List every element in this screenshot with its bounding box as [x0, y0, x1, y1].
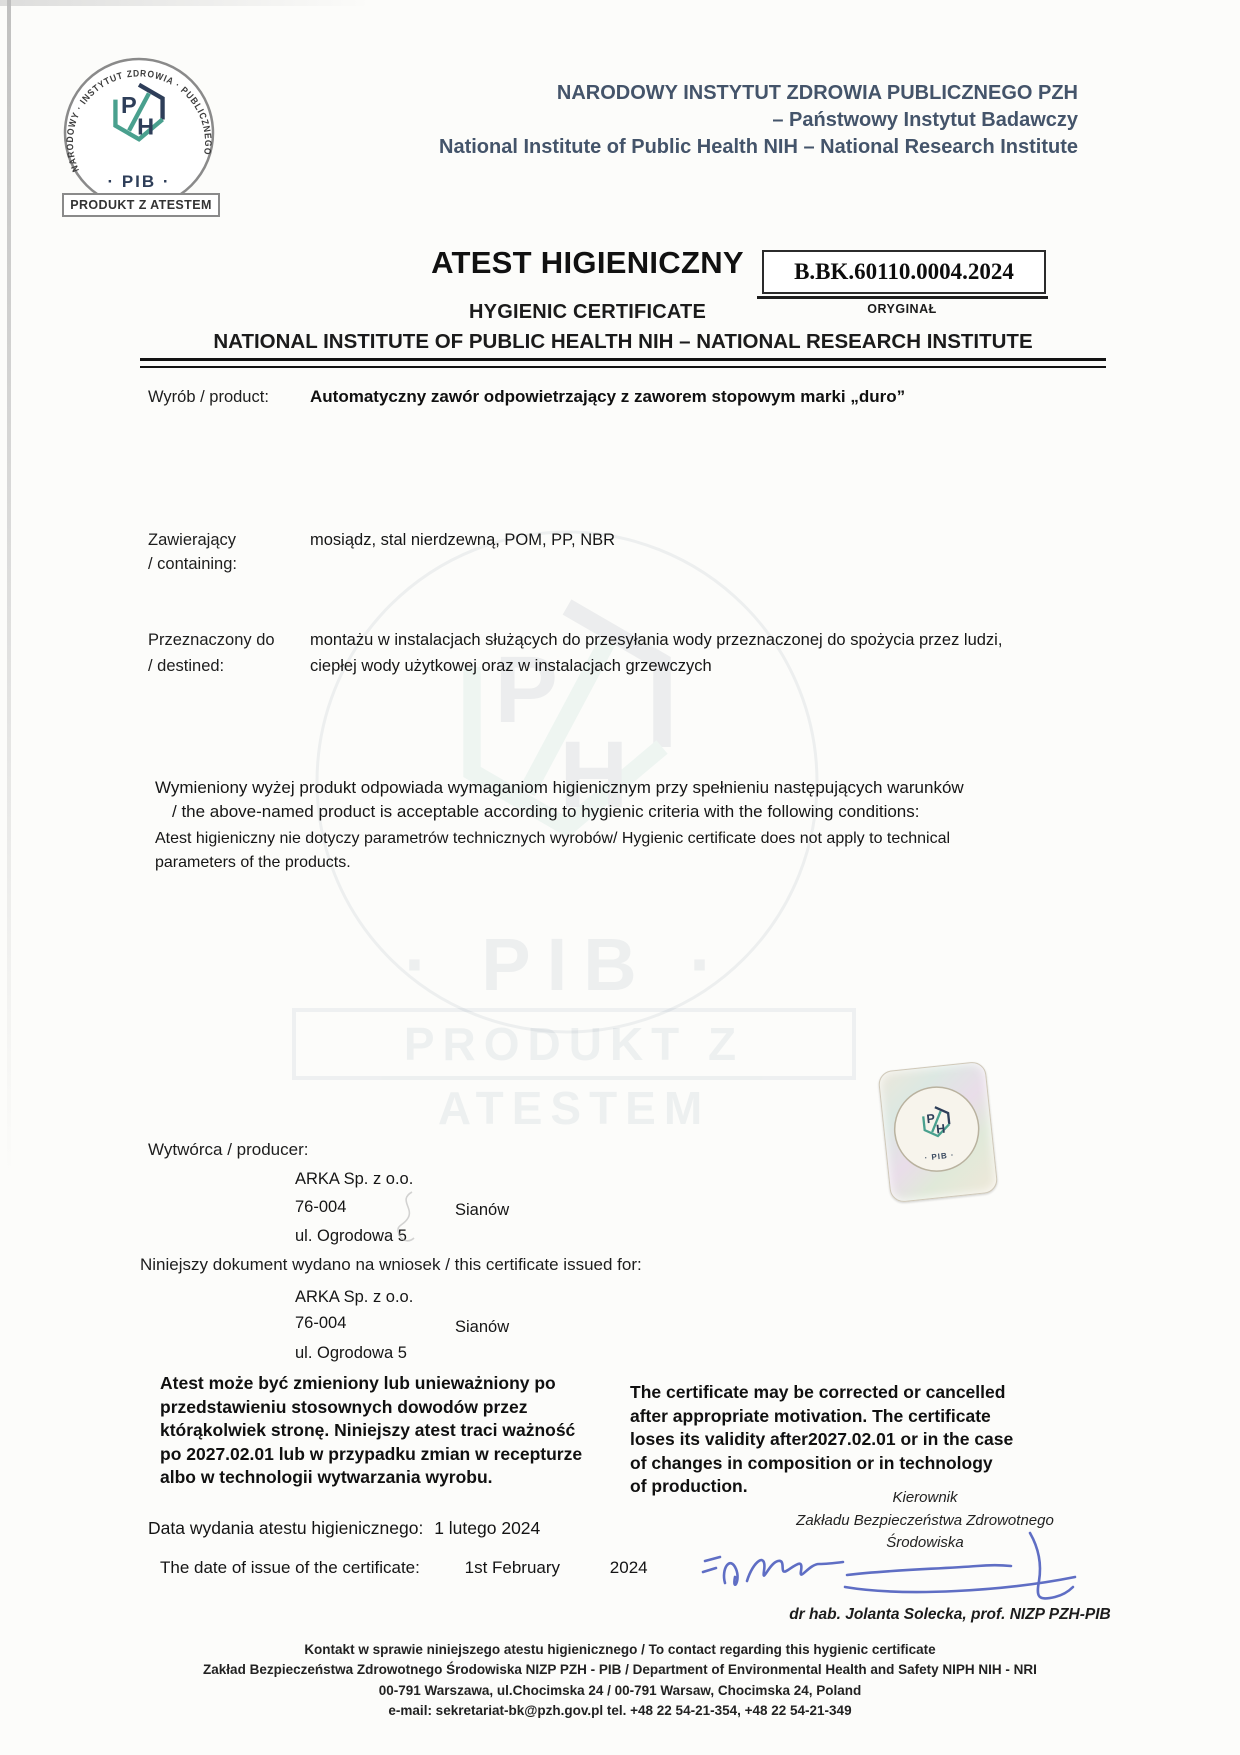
watermark-product-badge: PRODUKT Z ATESTEM	[292, 1008, 856, 1080]
destined-value-line1: montażu w instalacjach służących do przesyłania wody przeznaczonej do spożycia przez ludzi,	[310, 631, 1003, 649]
destined-value-line2: ciepłej wody użytkowej oraz w instalacjach grzewczych	[310, 657, 712, 675]
applicant-postal: 76-004	[295, 1314, 347, 1332]
containing-value: mosiądz, stal nierdzewną, POM, PP, NBR	[310, 531, 616, 549]
institute-rule	[140, 358, 1106, 368]
hologram-pib-text: · PIB ·	[924, 1150, 956, 1163]
issue-date-en-year: 2024	[609, 1558, 648, 1577]
signature-scribble	[695, 1523, 1125, 1613]
conditions-line-pl: Wymieniony wyżej produkt odpowiada wymaganiom higienicznym przy spełnieniu następujących warunków	[155, 778, 964, 797]
certificate-number-underline	[757, 296, 1048, 299]
validity-pl-line3: którąkolwiek stronę. Niniejszy atest traci ważność	[160, 1420, 576, 1440]
product-value: Automatyczny zawór odpowietrzający z zaworem stopowym marki „duro”	[310, 387, 906, 406]
signature-title-3: Środowiska	[886, 1534, 964, 1551]
institute-name-line: NATIONAL INSTITUTE OF PUBLIC HEALTH NIH – NATIONAL RESEARCH INSTITUTE	[213, 330, 1033, 353]
destined-label-pl: Przeznaczony do	[148, 631, 275, 649]
scan-edge-top	[0, 0, 1240, 6]
signatory-name: dr hab. Jolanta Solecka, prof. NIZP PZH-PIB	[789, 1606, 1111, 1623]
footer-line-3: 00-791 Warszawa, ul.Chocimska 24 / 00-791 Warsaw, Chocimska 24, Poland	[378, 1683, 862, 1698]
watermark-pib-text: · PIB ·	[404, 923, 730, 1006]
validity-paragraph-en	[630, 1381, 1050, 1499]
validity-en-line5: of production.	[630, 1476, 748, 1496]
footer-line-2: Zakład Bezpieczeństwa Zdrowotnego Środowiska NIZP PZH - PIB / Department of Environmental Health and Safety NIPH NIH - NRI	[203, 1662, 1037, 1677]
containing-label-pl: Zawierający	[148, 531, 237, 549]
logo-pib-text: · PIB ·	[107, 172, 171, 191]
issue-date-pl	[148, 1518, 540, 1539]
original-label: ORYGINAŁ	[867, 302, 937, 316]
issue-date-en-label: The date of issue of the certificate:	[160, 1558, 420, 1577]
validity-pl-line1: Atest może być zmieniony lub unieważniony po	[160, 1373, 556, 1393]
validity-en-line3: loses its validity after2027.02.01 or in the case	[630, 1429, 1014, 1449]
header-organisation	[360, 80, 1078, 161]
validity-en-line2: after appropriate motivation. The certificate	[630, 1405, 991, 1426]
product-label: Wyrób / product:	[148, 388, 269, 406]
validity-en-line4: of changes in composition or in technology	[630, 1452, 993, 1473]
footer-line-1: Kontakt w sprawie niniejszego atestu higienicznego / To contact regarding this hygienic certificate	[304, 1642, 936, 1657]
issue-date-en-month: 1st February	[464, 1558, 561, 1577]
validity-pl-line4: po 2027.02.01 lub w przypadku zmian w recepturze	[160, 1443, 583, 1464]
applicant-city: Sianów	[455, 1318, 510, 1336]
issue-date-en	[160, 1558, 648, 1578]
issued-for-label: Niniejszy dokument wydano na wniosek / this certificate issued for:	[140, 1255, 642, 1274]
validity-paragraph-pl	[160, 1372, 640, 1490]
conditions-note-line1: Atest higieniczny nie dotyczy parametrów technicznych wyrobów/ Hygienic certificate does not apply to technical	[155, 830, 951, 847]
validity-pl-line5: albo w technologii wytwarzania wyrobu.	[160, 1467, 493, 1487]
hologram-sticker	[877, 1061, 998, 1204]
conditions-line-en: / the above-named product is acceptable according to hygienic criteria with the following conditions:	[172, 802, 920, 821]
certificate-number: B.BK.60110.0004.2024	[762, 250, 1046, 294]
pencil-mark	[392, 1188, 422, 1255]
applicant-name: ARKA Sp. z o.o.	[295, 1288, 414, 1306]
issue-date-pl-value: 1 lutego 2024	[434, 1518, 541, 1538]
producer-postal: 76-004	[295, 1198, 347, 1216]
header-org-line-pl: NARODOWY INSTYTUT ZDROWIA PUBLICZNEGO PZH	[556, 82, 1078, 104]
logo-ring-text: NARODOWY · INSTYTUT ZDROWIA · PUBLICZNEGO	[64, 68, 214, 174]
containing-label-en: / containing:	[148, 555, 237, 573]
producer-city: Sianów	[455, 1201, 510, 1219]
certificate-title: ATEST HIGIENICZNY	[431, 245, 744, 280]
producer-street: ul. Ogrodowa 5	[295, 1227, 407, 1245]
validity-en-line1: The certificate may be corrected or cancelled	[630, 1382, 1006, 1402]
scan-edge-left	[7, 0, 11, 1240]
conditions-note-line2: parameters of the products.	[155, 854, 351, 871]
header-org-line-pl2: – Państwowy Instytut Badawczy	[772, 109, 1078, 131]
producer-label: Wytwórca / producer:	[148, 1140, 309, 1159]
header-org-line-en: National Institute of Public Health NIH – National Research Institute	[439, 136, 1078, 158]
logo-product-badge: PRODUKT Z ATESTEM	[62, 193, 220, 217]
certificate-subtitle: HYGIENIC CERTIFICATE	[469, 301, 706, 323]
signature-title-1: Kierownik	[892, 1489, 958, 1506]
validity-pl-line2: przedstawieniu stosownych dowodów przez	[160, 1396, 528, 1417]
issue-date-pl-label: Data wydania atestu higienicznego:	[148, 1518, 424, 1538]
destined-label-en: / destined:	[148, 657, 225, 675]
signature-title-2: Zakładu Bezpieczeństwa Zdrowotnego	[796, 1511, 1054, 1529]
footer-line-4: e-mail: sekretariat-bk@pzh.gov.pl tel. +48 22 54-21-354, +48 22 54-21-349	[388, 1703, 852, 1718]
producer-name: ARKA Sp. z o.o.	[295, 1170, 414, 1188]
applicant-street: ul. Ogrodowa 5	[295, 1344, 407, 1362]
